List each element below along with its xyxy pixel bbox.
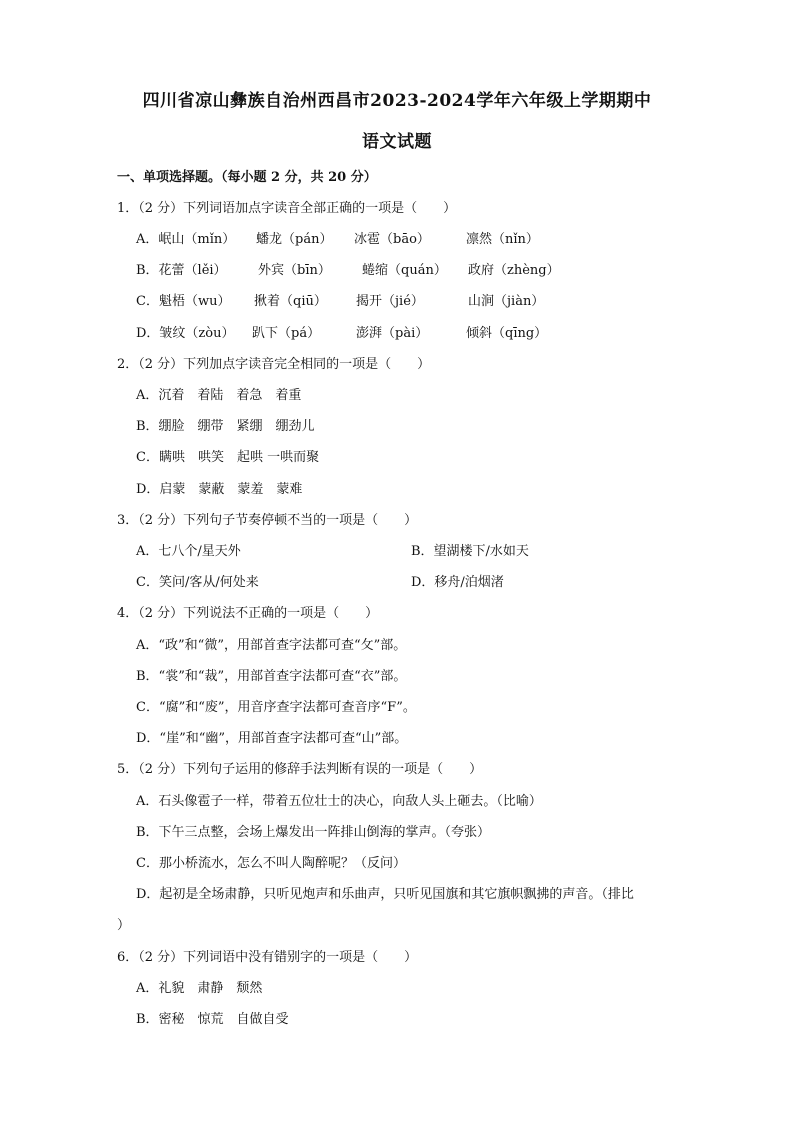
- question-4-option-b: B．“裳”和“裁”，用部首查字法都可查“衣”部。: [136, 669, 407, 684]
- question-3-stem: 3．（2 分）下列句子节奏停顿不当的一项是（ ）: [117, 513, 418, 528]
- question-3-option-b: B．望湖楼下/水如天: [411, 544, 529, 559]
- question-2-option-a: A．沉着 着陆 着急 着重: [136, 388, 302, 403]
- question-4-stem: 4．（2 分）下列说法不正确的一项是（ ）: [117, 606, 379, 621]
- option-item: 山涧（jiàn）: [468, 294, 545, 309]
- question-1-option-a: [136, 228, 539, 247]
- option-item: C．魁梧（wu）: [136, 294, 231, 309]
- option-item: 趴下（pá）: [252, 326, 321, 341]
- question-3-option-d: D．移舟/泊烟渚: [411, 575, 504, 590]
- option-item: B．花蕾（lěi）: [136, 263, 227, 278]
- question-2-stem: 2．（2 分）下列加点字读音完全相同的一项是（ ）: [117, 357, 431, 372]
- question-4-option-d: D．“崖”和“幽”，用部首查字法都可查“山”部。: [136, 731, 408, 746]
- question-4-option-a: A．“政”和“微”，用部首查字法都可查“攵”部。: [136, 638, 407, 653]
- question-2-option-d: D．启蒙 蒙蔽 蒙羞 蒙难: [136, 482, 303, 497]
- question-1-option-d: [136, 322, 547, 341]
- question-1-stem: 1．（2 分）下列词语加点字读音全部正确的一项是（ ）: [117, 201, 457, 216]
- option-item: 揪着（qiū）: [254, 294, 327, 309]
- question-5-option-a: A．石头像雹子一样，带着五位壮士的决心，向敌人头上砸去。（比喻）: [136, 794, 542, 809]
- section-heading: 一、单项选择题。（每小题 2 分，共 20 分）: [117, 170, 377, 185]
- option-item: 揭开（jié）: [356, 294, 424, 309]
- question-2-option-c: C．瞒哄 哄笑 起哄 一哄而聚: [136, 450, 320, 465]
- option-item: D．皱纹（zòu）: [136, 326, 235, 341]
- option-item: 蜷缩（quán）: [362, 263, 447, 278]
- option-item: 外宾（bīn）: [258, 263, 331, 278]
- question-1-option-b: [136, 259, 560, 278]
- question-5-stem: 5．（2 分）下列句子运用的修辞手法判断有误的一项是（ ）: [117, 762, 483, 777]
- question-5-option-c: C．那小桥流水，怎么不叫人陶醉呢？（反问）: [136, 856, 406, 871]
- question-5-option-d: D．起初是全场肃静，只听见炮声和乐曲声，只听见国旗和其它旗帜飘拂的声音。（排比: [136, 887, 634, 902]
- question-6-option-b: B．密秘 惊荒 自做自受: [136, 1012, 289, 1027]
- option-item: 冰雹（bāo）: [354, 232, 430, 247]
- question-3-option-a: A．七八个/星天外: [136, 544, 241, 559]
- question-6-stem: 6．（2 分）下列词语中没有错别字的一项是（ ）: [117, 950, 418, 965]
- question-6-option-a: A．礼貌 肃静 颓然: [136, 981, 263, 996]
- question-4-option-c: C．“腐”和“废”，用音序查字法都可查音序“F”。: [136, 700, 416, 715]
- question-2-option-b: B．绷脸 绷带 紧绷 绷劲儿: [136, 419, 315, 434]
- option-item: 倾斜（qīng）: [466, 326, 548, 341]
- option-item: 凛然（nǐn）: [466, 232, 539, 247]
- question-1-option-c: [136, 290, 544, 309]
- question-5-option-b: B．下午三点整，会场上爆发出一阵排山倒海的掌声。（夸张）: [136, 825, 491, 840]
- question-3-option-c: C．笑问/客从/何处来: [136, 575, 259, 590]
- page-subtitle: 语文试题: [362, 132, 432, 152]
- option-item: 蟠龙（pán）: [256, 232, 333, 247]
- question-5-option-d-continued: ）: [117, 918, 131, 933]
- option-item: A．岷山（mǐn）: [136, 232, 236, 247]
- page-title: 四川省凉山彝族自治州西昌市2023-2024学年六年级上学期期中: [142, 91, 652, 111]
- option-item: 政府（zhèng）: [468, 263, 560, 278]
- option-item: 澎湃（pài）: [356, 326, 429, 341]
